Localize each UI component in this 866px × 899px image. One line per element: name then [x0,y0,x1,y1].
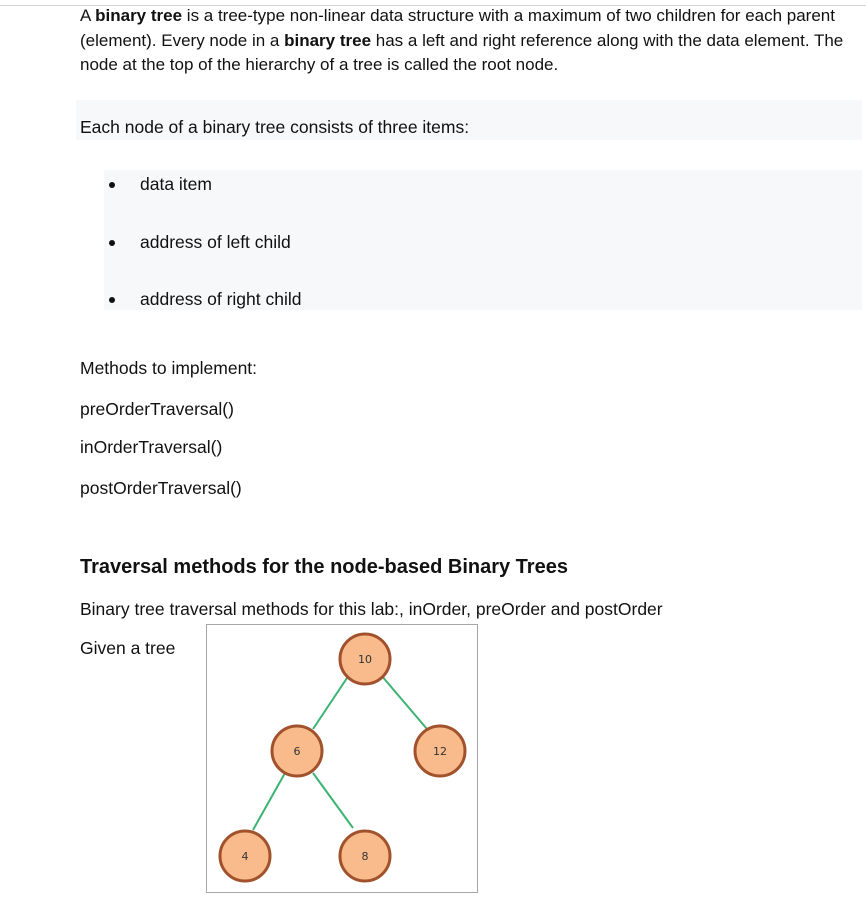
method-postorder: postOrderTraversal() [80,478,242,498]
node-label-8: 8 [361,850,369,863]
tree-node-8 [340,831,390,881]
intro-bold-term: binary tree [95,6,183,25]
tree-node-4 [220,831,270,881]
tree-node-10 [340,634,390,684]
node-label-10: 10 [358,653,372,666]
tree-node-6 [272,726,322,776]
edge-6-4 [253,773,285,830]
tree-node-12 [415,726,465,776]
lab-methods-text: Binary tree traversal methods for this lab:, inOrder, preOrder and postOrder [80,599,663,619]
binary-tree-figure [206,624,478,893]
bullet-icon [109,182,115,188]
method-inorder: inOrderTraversal() [80,437,223,457]
node-items-list [104,170,862,310]
node-label-6: 6 [293,745,301,758]
edge-10-12 [381,675,427,729]
intro-text: has a left and right reference along with the data element. The node at the top of the hierarchy of a tree is called the root node. [80,30,844,74]
intro-text: A [80,6,96,25]
section-heading: Traversal methods for the node-based Binary Trees [80,556,568,578]
list-item-text: address of right child [140,289,302,309]
tree-nodes [220,634,465,881]
node-label-12: 12 [433,745,447,758]
binary-tree-diagram [207,625,477,892]
edge-10-6 [313,675,349,729]
node-consists-text: Each node of a binary tree consists of three items: [80,117,470,137]
edge-6-8 [313,773,353,828]
intro-text: is a tree-type non-linear data structure with a maximum of two children for each parent (element). Every node in a [80,6,835,50]
methods-heading: Methods to implement: [80,358,258,378]
bullet-icon [109,297,115,303]
bullet-icon [109,240,115,246]
intro-paragraph [80,4,858,78]
list-item-text: address of left child [140,232,291,252]
list-item-text: data item [140,174,212,194]
node-label-4: 4 [241,850,249,863]
given-tree-label: Given a tree [80,638,176,658]
intro-bold-term: binary tree [284,30,372,50]
method-preorder: preOrderTraversal() [80,399,234,419]
